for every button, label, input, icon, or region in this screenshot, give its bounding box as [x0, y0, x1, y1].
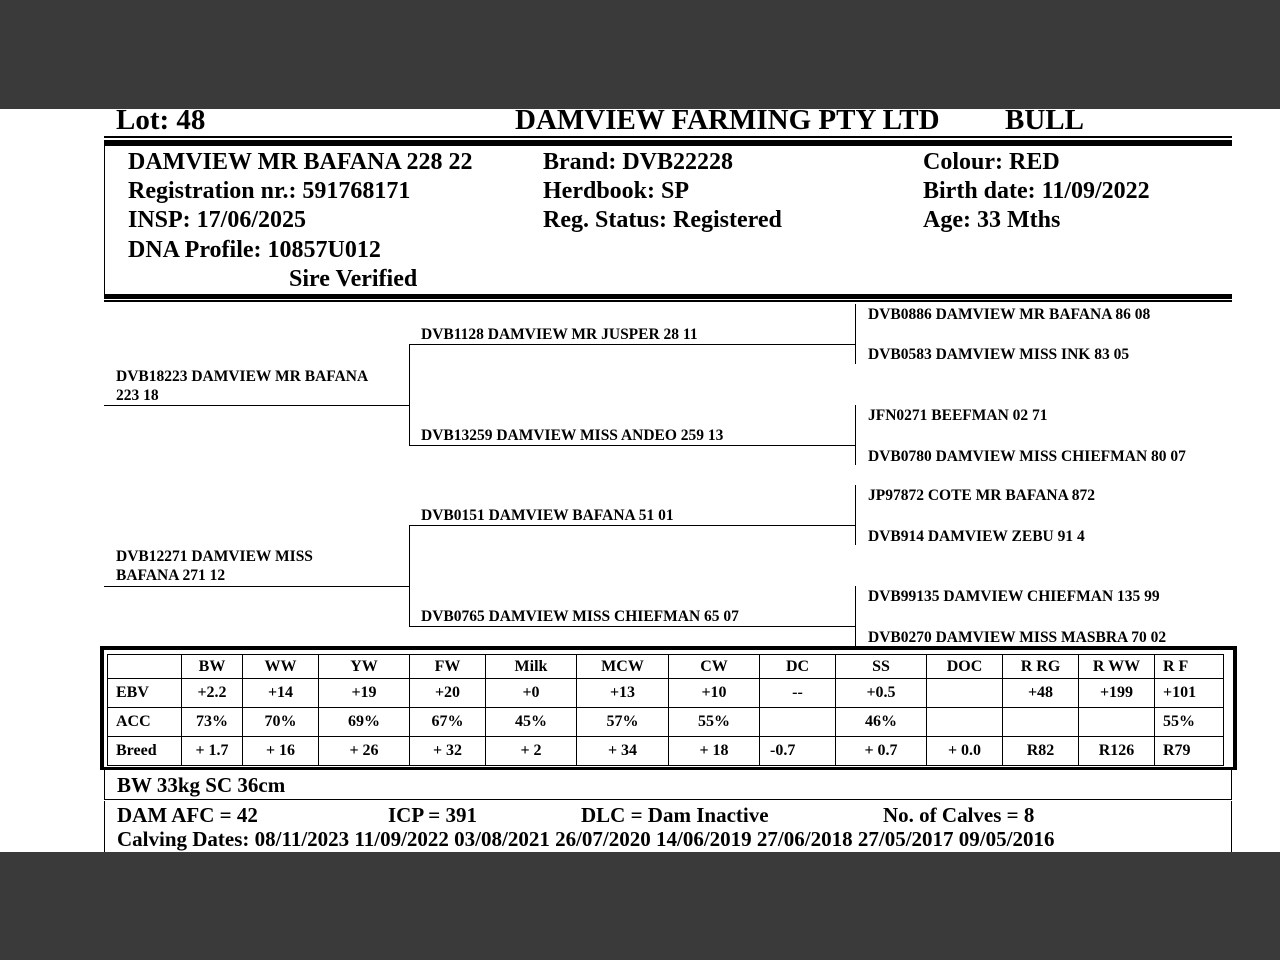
ebv-header-rww: R WW — [1079, 655, 1155, 679]
colour: Colour: RED — [923, 149, 1060, 175]
ebv-header-yw: YW — [319, 655, 410, 679]
ebv-cell: + 16 — [243, 737, 319, 766]
ebv-cell: R126 — [1079, 737, 1155, 766]
ebv-cell: -- — [760, 679, 836, 708]
ebv-cell — [760, 708, 836, 737]
pedigree-sire-line — [104, 405, 409, 406]
icp: ICP = 391 — [388, 803, 477, 827]
pedigree-sire-dam: DVB13259 DAMVIEW MISS ANDEO 259 13 — [421, 427, 724, 444]
ebv-cell: +20 — [410, 679, 486, 708]
ebv-cell: 69% — [319, 708, 410, 737]
ebv-row-label: EBV — [108, 679, 182, 708]
ebv-header-cw: CW — [669, 655, 760, 679]
ebv-row-label: ACC — [108, 708, 182, 737]
pedigree-bracket-sire — [409, 344, 410, 446]
ebv-header-bw: BW — [182, 655, 243, 679]
pedigree-line-sire-sire — [409, 344, 855, 345]
pedigree-line-dam-dam — [409, 626, 855, 627]
bw-sc-box — [104, 770, 1232, 800]
header-double-rule-bottom — [104, 140, 1232, 146]
pedigree-sire — [116, 367, 368, 405]
ebv-cell: + 18 — [669, 737, 760, 766]
dna-profile: DNA Profile: 10857U012 — [128, 237, 381, 263]
ebv-cell — [927, 708, 1003, 737]
pedigree-sire-sire: DVB1128 DAMVIEW MR JUSPER 28 11 — [421, 326, 698, 343]
ebv-row-breed — [108, 737, 1224, 766]
pedigree-bracket-ggp-2 — [855, 405, 856, 465]
pedigree-bracket-ggp-4 — [855, 586, 856, 646]
ebv-header-milk: Milk — [486, 655, 577, 679]
ebv-cell: 45% — [486, 708, 577, 737]
pedigree-ggp-4: DVB0780 DAMVIEW MISS CHIEFMAN 80 07 — [868, 448, 1186, 465]
animal-type: BULL — [1005, 109, 1084, 136]
ebv-cell: +0.5 — [836, 679, 927, 708]
ebv-header-ww: WW — [243, 655, 319, 679]
pedigree-bracket-dam — [409, 525, 410, 627]
pedigree-ggp-6: DVB914 DAMVIEW ZEBU 91 4 — [868, 528, 1085, 545]
ebv-cell: +2.2 — [182, 679, 243, 708]
pedigree-dam — [116, 547, 313, 585]
ebv-cell: +48 — [1003, 679, 1079, 708]
ebv-row-label: Breed — [108, 737, 182, 766]
pedigree-sire-text: DVB18223 DAMVIEW MR BAFANA 223 18 — [116, 368, 369, 404]
sale-catalogue-sheet — [0, 109, 1280, 852]
dlc: DLC = Dam Inactive — [581, 803, 769, 827]
ebv-cell: 55% — [669, 708, 760, 737]
ebv-cell: 73% — [182, 708, 243, 737]
ebv-header-fw: FW — [410, 655, 486, 679]
info-double-rule-top — [104, 294, 1232, 299]
lot-number: Lot: 48 — [116, 109, 206, 136]
ebv-cell: + 26 — [319, 737, 410, 766]
ebv-cell: +14 — [243, 679, 319, 708]
ebv-cell: R79 — [1155, 737, 1224, 766]
pedigree-ggp-1: DVB0886 DAMVIEW MR BAFANA 86 08 — [868, 306, 1151, 323]
pedigree-dam-dam: DVB0765 DAMVIEW MISS CHIEFMAN 65 07 — [421, 608, 739, 625]
ebv-cell: 67% — [410, 708, 486, 737]
herdbook: Herdbook: SP — [543, 178, 690, 204]
calving-dates: Calving Dates: 08/11/2023 11/09/2022 03/08/2021 26/07/2020 14/06/2019 27/06/2018 27/05/2017 09/05/2016 — [117, 827, 1055, 851]
ebv-cell: + 0.0 — [927, 737, 1003, 766]
ebv-cell: 57% — [577, 708, 669, 737]
pedigree-dam-sire: DVB0151 DAMVIEW BAFANA 51 01 — [421, 507, 674, 524]
animal-name: DAMVIEW MR BAFANA 228 22 — [128, 149, 473, 175]
pedigree-ggp-8: DVB0270 DAMVIEW MISS MASBRA 70 02 — [868, 629, 1167, 646]
ebv-header-blank — [108, 655, 182, 679]
ebv-header-row — [108, 655, 1224, 679]
registration-status: Reg. Status: Registered — [543, 207, 782, 233]
ebv-cell: + 1.7 — [182, 737, 243, 766]
ebv-header-rrg: R RG — [1003, 655, 1079, 679]
pedigree-bracket-ggp-1 — [855, 304, 856, 364]
ebv-cell: +199 — [1079, 679, 1155, 708]
ebv-cell — [1079, 708, 1155, 737]
pedigree-dam-text: DVB12271 DAMVIEW MISS BAFANA 271 12 — [116, 548, 313, 584]
ebv-table — [107, 654, 1224, 766]
brand: Brand: DVB22228 — [543, 149, 734, 175]
company-name: DAMVIEW FARMING PTY LTD — [515, 109, 940, 136]
bw-sc: BW 33kg SC 36cm — [117, 773, 286, 797]
ebv-cell: +0 — [486, 679, 577, 708]
sire-verified: Sire Verified — [289, 266, 418, 292]
age: Age: 33 Mths — [923, 207, 1061, 233]
ebv-cell: 55% — [1155, 708, 1224, 737]
info-double-rule-bottom — [104, 300, 1232, 302]
ebv-row-acc — [108, 708, 1224, 737]
number-of-calves: No. of Calves = 8 — [883, 803, 1035, 827]
pedigree-ggp-3: JFN0271 BEEFMAN 02 71 — [868, 407, 1048, 424]
pedigree-ggp-2: DVB0583 DAMVIEW MISS INK 83 05 — [868, 346, 1130, 363]
dam-afc: DAM AFC = 42 — [117, 803, 258, 827]
pedigree-ggp-7: DVB99135 DAMVIEW CHIEFMAN 135 99 — [868, 588, 1160, 605]
ebv-header-rf: R F — [1155, 655, 1224, 679]
ebv-header-doc: DOC — [927, 655, 1003, 679]
registration-number: Registration nr.: 591768171 — [128, 178, 411, 204]
ebv-cell — [927, 679, 1003, 708]
ebv-header-dc: DC — [760, 655, 836, 679]
pedigree-line-sire-dam — [409, 445, 855, 446]
header-double-rule-top — [104, 136, 1232, 138]
pedigree-dam-line — [104, 586, 409, 587]
ebv-cell: 46% — [836, 708, 927, 737]
ebv-cell: +101 — [1155, 679, 1224, 708]
pedigree-ggp-5: JP97872 COTE MR BAFANA 872 — [868, 487, 1096, 504]
ebv-cell: +19 — [319, 679, 410, 708]
ebv-cell: + 32 — [410, 737, 486, 766]
ebv-header-mcw: MCW — [577, 655, 669, 679]
birth-date: Birth date: 11/09/2022 — [923, 178, 1150, 204]
info-box-left-border — [104, 146, 105, 294]
ebv-cell: +10 — [669, 679, 760, 708]
ebv-cell: 70% — [243, 708, 319, 737]
ebv-cell: + 34 — [577, 737, 669, 766]
dam-info-box — [104, 801, 1232, 852]
pedigree-bracket-ggp-3 — [855, 485, 856, 545]
inspection-date: INSP: 17/06/2025 — [128, 207, 307, 233]
ebv-cell: + 0.7 — [836, 737, 927, 766]
ebv-row-ebv — [108, 679, 1224, 708]
ebv-header-ss: SS — [836, 655, 927, 679]
ebv-cell: + 2 — [486, 737, 577, 766]
ebv-cell: -0.7 — [760, 737, 836, 766]
ebv-cell: +13 — [577, 679, 669, 708]
ebv-cell: R82 — [1003, 737, 1079, 766]
pedigree-line-dam-sire — [409, 525, 855, 526]
ebv-cell — [1003, 708, 1079, 737]
